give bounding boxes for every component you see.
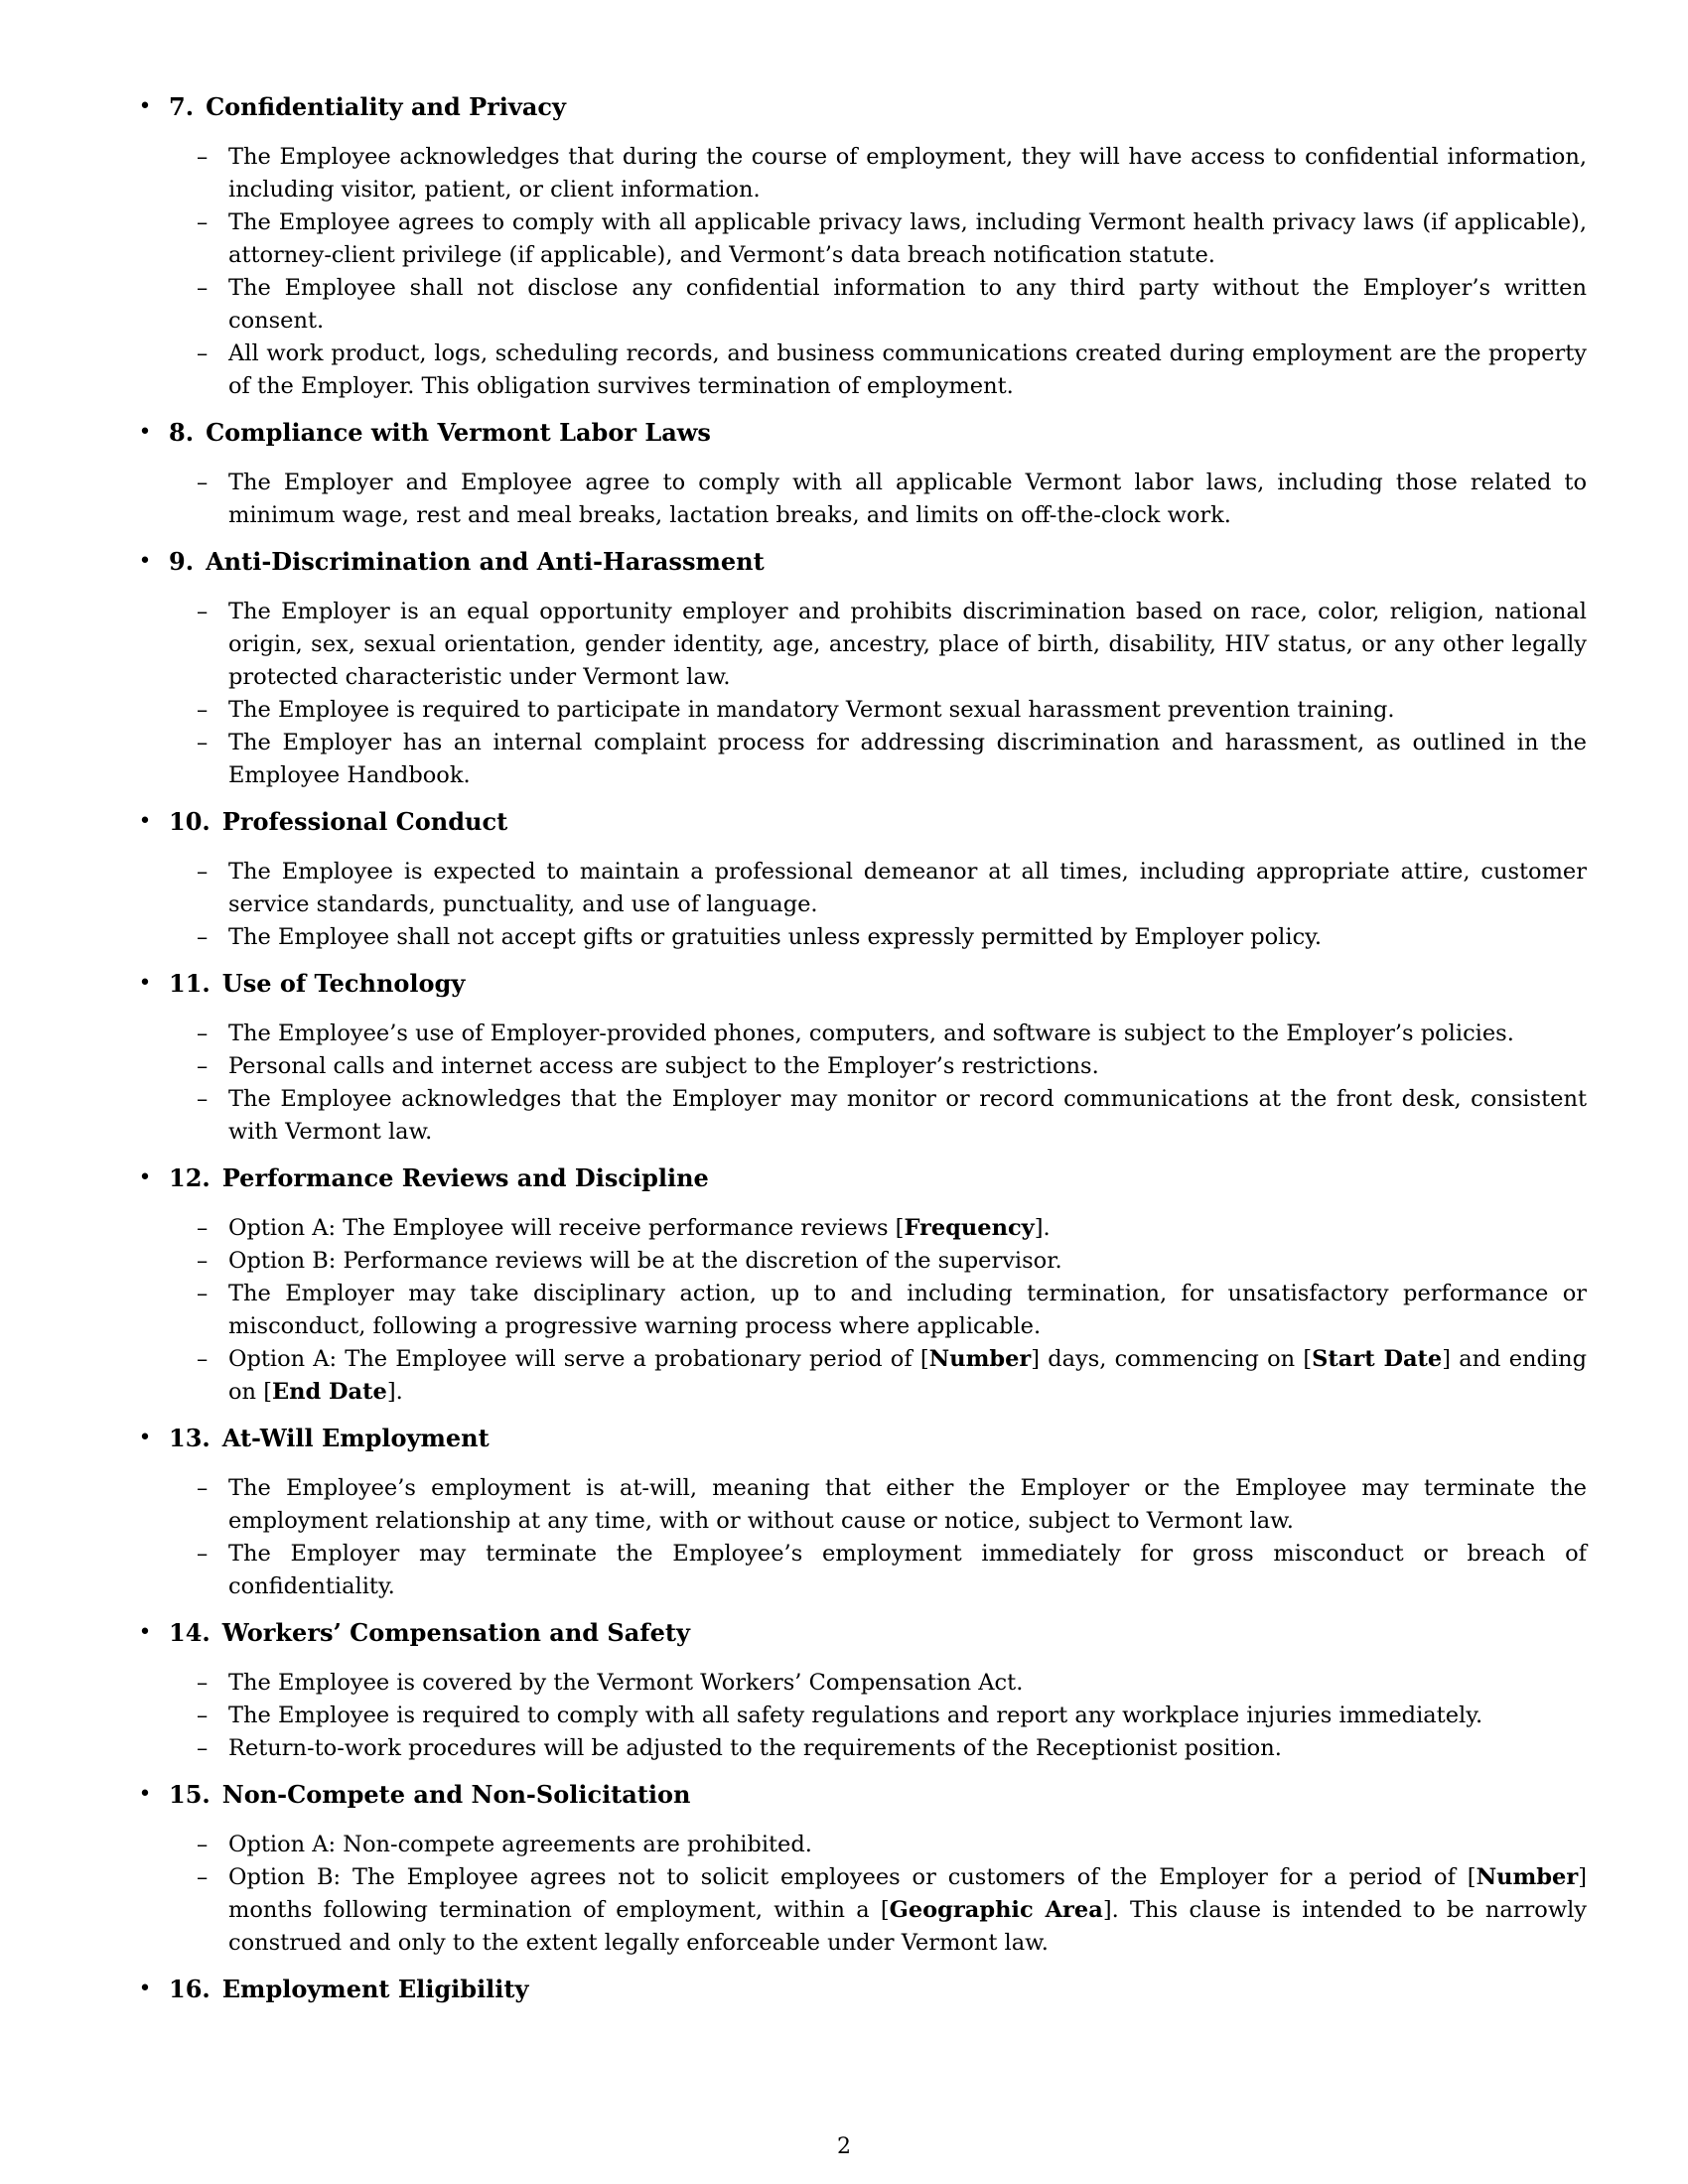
section-number: 13.: [169, 1424, 211, 1452]
clause-list: [135, 1472, 1587, 1603]
dash-icon: –: [197, 599, 209, 624]
clause-text: All work product, logs, scheduling records, and business communications created during employment are the property of the Employer. This obligation survives termination of employment.: [228, 341, 1587, 399]
placeholder-field: Frequency: [904, 1215, 1035, 1241]
section-number: 10.: [169, 807, 211, 836]
clause-item: [135, 1018, 1587, 1050]
clause-text: The Employee acknowledges that during the course of employment, they will have access to confidential information, including visitor, patient, or client information.: [228, 144, 1587, 203]
section-number: 14.: [169, 1618, 211, 1647]
clause-text: ] days, commencing on [: [1031, 1346, 1313, 1372]
clause-text: The Employee is covered by the Vermont Workers’ Compensation Act.: [228, 1670, 1024, 1696]
dash-icon: –: [197, 1053, 209, 1079]
clause-text: The Employer has an internal complaint process for addressing discrimination and harassment, as outlined in the Employee Handbook.: [228, 730, 1587, 788]
clause-item: [135, 467, 1587, 532]
section-11: [135, 968, 1587, 1149]
page-number: 2: [837, 2134, 851, 2159]
placeholder-field: Number: [928, 1346, 1032, 1372]
section-13: [135, 1423, 1587, 1603]
section-heading: [135, 91, 1587, 123]
dash-icon: –: [197, 1215, 209, 1241]
clause-item: [135, 1472, 1587, 1538]
clause-item: [135, 1667, 1587, 1700]
section-15: [135, 1779, 1587, 1960]
section-title: Confidentiality and Privacy: [206, 92, 566, 121]
clause-list: [135, 1829, 1587, 1960]
dash-icon: –: [197, 1864, 209, 1890]
clause-item: [135, 206, 1587, 272]
section-heading: [135, 1779, 1587, 1811]
clause-text: The Employee’s employment is at-will, meaning that either the Employer or the Employee may terminate the employment relationship at any time, with or without cause or notice, subject to Vermont law.: [228, 1475, 1587, 1534]
clause-item: [135, 596, 1587, 694]
clause-list: [135, 1667, 1587, 1765]
section-heading: [135, 546, 1587, 578]
dash-icon: –: [197, 697, 209, 723]
dash-icon: –: [197, 1670, 209, 1696]
section-16: [135, 1974, 1587, 2005]
section-title: At-Will Employment: [221, 1424, 490, 1452]
section-title: Employment Eligibility: [221, 1975, 529, 2003]
dash-icon: –: [197, 1832, 209, 1857]
dash-icon: –: [197, 1346, 209, 1372]
section-title: Non-Compete and Non-Solicitation: [221, 1780, 691, 1809]
dash-icon: –: [197, 470, 209, 495]
section-title: Anti-Discrimination and Anti-Harassment: [206, 547, 765, 576]
placeholder-field: Start Date: [1312, 1346, 1443, 1372]
section-number: 15.: [169, 1780, 211, 1809]
dash-icon: –: [197, 1021, 209, 1046]
section-8: [135, 417, 1587, 532]
clause-text: The Employer and Employee agree to comply with all applicable Vermont labor laws, including those related to minimum wage, rest and meal breaks, lactation breaks, and limits on off-the-clock work.: [228, 470, 1587, 528]
bullet-icon: •: [138, 809, 152, 834]
bullet-icon: •: [138, 1426, 152, 1450]
section-number: 9.: [169, 547, 195, 576]
placeholder-field: Number: [1476, 1864, 1579, 1890]
placeholder-field: End Date: [271, 1379, 387, 1405]
bullet-icon: •: [138, 971, 152, 996]
clause-text: The Employee is required to participate in mandatory Vermont sexual harassment prevention training.: [228, 697, 1395, 723]
dash-icon: –: [197, 144, 209, 170]
clause-text: ] and ending on [: [228, 1346, 1587, 1405]
clause-text: The Employer may take disciplinary action, up to and including termination, for unsatisfactory performance or misconduct, following a progressive warning process where applicable.: [228, 1281, 1587, 1339]
bullet-icon: •: [138, 94, 152, 119]
clause-item: [135, 1278, 1587, 1343]
section-number: 12.: [169, 1163, 211, 1192]
clause-text: ].: [1034, 1215, 1051, 1241]
section-title: Use of Technology: [221, 969, 466, 998]
clause-item: [135, 1700, 1587, 1732]
clause-text: The Employee shall not accept gifts or gratuities unless expressly permitted by Employer policy.: [228, 924, 1323, 950]
section-heading: [135, 1974, 1587, 2005]
bullet-icon: •: [138, 549, 152, 574]
clause-item: [135, 1861, 1587, 1960]
clause-text: ].: [386, 1379, 403, 1405]
clause-text: Option A: The Employee will serve a probationary period of [: [228, 1346, 929, 1372]
clause-item: [135, 1538, 1587, 1603]
section-title: Performance Reviews and Discipline: [221, 1163, 709, 1192]
dash-icon: –: [197, 1248, 209, 1274]
clause-text: Return-to-work procedures will be adjusted to the requirements of the Receptionist position.: [228, 1735, 1282, 1761]
clause-text: The Employee is expected to maintain a professional demeanor at all times, including appropriate attire, customer service standards, punctuality, and use of language.: [228, 859, 1587, 917]
section-number: 8.: [169, 418, 195, 447]
clause-text: The Employee shall not disclose any confidential information to any third party without the Employer’s written consent.: [228, 275, 1587, 334]
clause-text: The Employee is required to comply with all safety regulations and report any workplace injuries immediately.: [228, 1703, 1483, 1728]
section-9: [135, 546, 1587, 792]
clause-item: [135, 694, 1587, 727]
dash-icon: –: [197, 1541, 209, 1567]
clause-item: [135, 1732, 1587, 1765]
clause-item: [135, 338, 1587, 403]
clause-list: [135, 467, 1587, 532]
section-title: Workers’ Compensation and Safety: [221, 1618, 690, 1647]
clause-text: Option A: Non-compete agreements are prohibited.: [228, 1832, 812, 1857]
dash-icon: –: [197, 924, 209, 950]
dash-icon: –: [197, 1735, 209, 1761]
dash-icon: –: [197, 275, 209, 301]
clause-list: [135, 1018, 1587, 1149]
clause-text: The Employer may terminate the Employee’s employment immediately for gross misconduct or breach of confidentiality.: [228, 1541, 1587, 1599]
section-heading: [135, 1423, 1587, 1454]
section-title: Professional Conduct: [221, 807, 508, 836]
bullet-icon: •: [138, 420, 152, 445]
clause-item: [135, 856, 1587, 921]
clause-text: The Employee acknowledges that the Employer may monitor or record communications at the front desk, consistent with Vermont law.: [228, 1086, 1587, 1145]
section-number: 7.: [169, 92, 195, 121]
section-number: 11.: [169, 969, 211, 998]
clause-item: [135, 1829, 1587, 1861]
dash-icon: –: [197, 730, 209, 755]
bullet-icon: •: [138, 1165, 152, 1190]
clause-item: [135, 1050, 1587, 1083]
clause-list: [135, 1212, 1587, 1409]
section-12: [135, 1162, 1587, 1409]
section-10: [135, 806, 1587, 954]
clause-text: Personal calls and internet access are subject to the Employer’s restrictions.: [228, 1053, 1099, 1079]
section-heading: [135, 806, 1587, 838]
dash-icon: –: [197, 859, 209, 885]
dash-icon: –: [197, 1281, 209, 1306]
dash-icon: –: [197, 209, 209, 235]
clause-list: [135, 141, 1587, 403]
clause-text: The Employer is an equal opportunity employer and prohibits discrimination based on race, color, religion, national origin, sex, sexual orientation, gender identity, age, ancestry, place of birth, disability, HIV status, or any other legally protected characteristic under Vermont law.: [228, 599, 1587, 690]
clause-item: [135, 272, 1587, 338]
section-7: [135, 91, 1587, 403]
clause-item: [135, 1343, 1587, 1409]
bullet-icon: •: [138, 1977, 152, 2001]
dash-icon: –: [197, 341, 209, 366]
clause-text: The Employee’s use of Employer-provided phones, computers, and software is subject to the Employer’s policies.: [228, 1021, 1514, 1046]
dash-icon: –: [197, 1475, 209, 1501]
clause-text: ]. This clause is intended to be narrowly construed and only to the extent legally enforceable under Vermont law.: [228, 1897, 1587, 1956]
clause-text: Option B: The Employee agrees not to solicit employees or customers of the Employer for a period of [: [228, 1864, 1477, 1890]
clause-text: Option A: The Employee will receive performance reviews [: [228, 1215, 905, 1241]
section-heading: [135, 1617, 1587, 1649]
section-number: 16.: [169, 1975, 211, 2003]
clause-text: The Employee agrees to comply with all applicable privacy laws, including Vermont health privacy laws (if applicable), attorney-client privilege (if applicable), and Vermont’s data breach notification statute.: [228, 209, 1587, 268]
section-heading: [135, 1162, 1587, 1194]
clause-text: Option B: Performance reviews will be at the discretion of the supervisor.: [228, 1248, 1062, 1274]
section-14: [135, 1617, 1587, 1765]
bullet-icon: •: [138, 1620, 152, 1645]
clause-list: [135, 596, 1587, 792]
clause-item: [135, 141, 1587, 206]
clause-text: ] months following termination of employment, within a [: [228, 1864, 1587, 1923]
bullet-icon: •: [138, 1782, 152, 1807]
section-heading: [135, 968, 1587, 1000]
clause-item: [135, 1083, 1587, 1149]
clause-item: [135, 921, 1587, 954]
clause-item: [135, 727, 1587, 792]
document-body: [135, 91, 1587, 2019]
clause-list: [135, 856, 1587, 954]
section-title: Compliance with Vermont Labor Laws: [206, 418, 711, 447]
clause-item: [135, 1212, 1587, 1245]
placeholder-field: Geographic Area: [889, 1897, 1103, 1923]
dash-icon: –: [197, 1086, 209, 1112]
dash-icon: –: [197, 1703, 209, 1728]
section-heading: [135, 417, 1587, 449]
clause-item: [135, 1245, 1587, 1278]
